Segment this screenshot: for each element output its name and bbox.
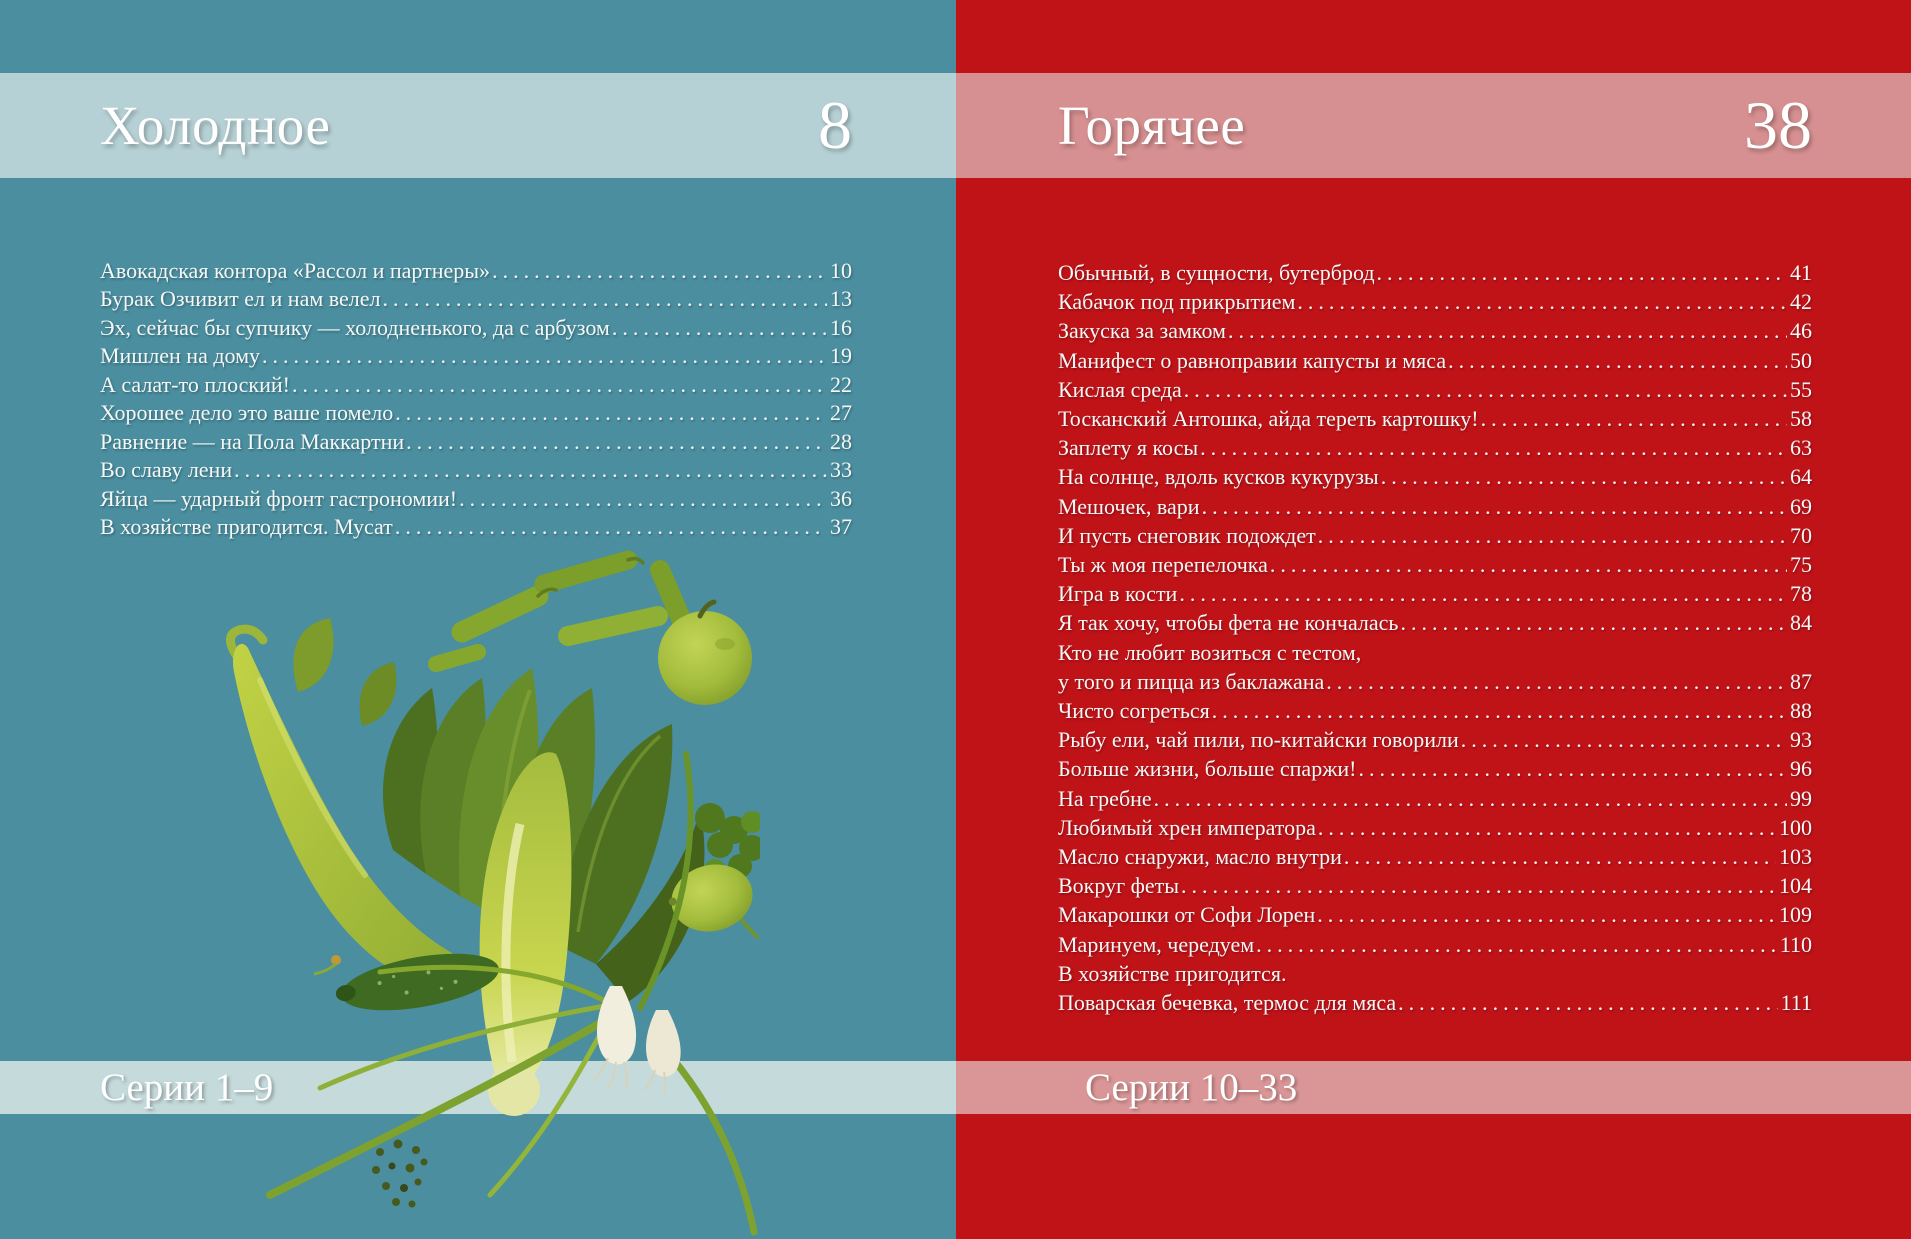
leader-dots [1179,579,1787,608]
entry-page: 88 [1790,698,1812,724]
leader-dots [1181,871,1776,900]
entry-title: Игра в кости [1058,581,1178,607]
entry-page: 96 [1790,756,1812,782]
entry-title: Обычный, в сущности, бутерброд [1058,260,1375,285]
toc-entry [1058,959,1812,988]
entry-title: И пусть снеговик подождет [1058,522,1316,548]
entry-title: Яйца — ударный фронт гастрономии! [100,485,458,511]
entry-title: Рыбу ели, чай пили, по-китайски говорили [1058,727,1459,753]
toc-entry [1058,346,1812,375]
toc-entry [1058,375,1812,404]
toc-entry [100,314,852,342]
toc-entry [1058,316,1812,345]
entry-page: 33 [830,457,852,483]
leader-dots [1326,667,1787,696]
entry-title: Чисто согреться [1058,698,1210,724]
leader-dots [395,513,827,541]
leader-dots [1212,696,1787,725]
leader-dots [262,342,827,370]
vegetables-illustration [140,540,760,1239]
leader-dots [406,428,827,456]
entry-page: 19 [830,343,852,369]
toc-entry [1058,608,1812,637]
toc-entry [1058,813,1812,842]
right-section-page-number: 38 [1744,87,1812,163]
entry-page: 42 [1790,289,1812,315]
leader-dots [1481,404,1787,433]
entry-page: 22 [830,371,852,397]
entry-page: 87 [1790,668,1812,694]
leader-dots [1270,550,1787,579]
leader-dots [1318,813,1776,842]
toc-entry [1058,871,1812,900]
entry-title: Эх, сейчас бы супчику — холодненького, да с арбузом [100,314,610,340]
entry-page: 109 [1779,902,1812,928]
leader-dots [492,257,827,285]
entry-title: В хозяйстве пригодится. Мусат [100,514,393,540]
entry-title: Авокадская контора «Рассол и партнеры» [100,258,491,283]
entry-title: Мишлен на дому [100,343,261,369]
leader-dots [1154,784,1787,813]
entry-title: Заплету я косы [1058,435,1199,461]
entry-title: Кто не любит возиться с тестом, [1058,639,1362,665]
entry-title: Поварская бечевка, термос для мяса [1058,990,1397,1016]
toc-entry [1058,930,1812,959]
entry-page: 75 [1790,552,1812,578]
leader-dots [459,485,827,513]
leader-dots [1398,988,1778,1017]
entry-page: 28 [830,428,852,454]
entry-title: у того и пицца из баклажана [1058,668,1325,694]
toc-entry [1058,900,1812,929]
entry-page: 10 [830,258,852,283]
toc-entry [1058,258,1812,287]
entry-page: 58 [1790,406,1812,432]
leader-dots [612,314,827,342]
entry-page: 110 [1779,931,1812,957]
toc-entry [1058,462,1812,491]
bay-leaves-icon [293,618,396,726]
entry-title: Равнение — на Пола Маккартни [100,428,405,454]
toc-entry [1058,287,1812,316]
entry-page: 93 [1790,727,1812,753]
entry-title: Манифест о равноправии капусты и мяса [1058,347,1447,373]
entry-page: 84 [1790,610,1812,636]
entry-title: Бурак Озчивит ел и нам велел [100,286,381,312]
left-section-page-number: 8 [818,87,852,163]
entry-page: 41 [1790,260,1812,285]
leader-dots [1228,316,1787,345]
entry-page: 55 [1790,376,1812,402]
right-section-title: Горячее [1058,95,1246,156]
entry-title: Хорошее дело это ваше помело [100,400,394,426]
entry-page: 111 [1780,990,1812,1016]
entry-page: 50 [1790,347,1812,373]
toc-entry [1058,579,1812,608]
toc-entry [100,285,852,313]
toc-entry [1058,696,1812,725]
pea-pods-icon [436,559,690,664]
entry-title: На гребне [1058,785,1152,811]
toc-entry [1058,433,1812,462]
entry-title: Тосканский Антошка, айда тереть картошку! [1058,406,1479,432]
left-series-label: Серии 1–9 [100,1066,274,1109]
entry-title: Больше жизни, больше спаржи! [1058,756,1357,782]
toc-entry [1058,492,1812,521]
leader-dots [1202,492,1787,521]
entry-title: Масло снаружи, масло внутри [1058,844,1342,870]
toc-entry [1058,725,1812,754]
entry-title: В хозяйстве пригодится. [1058,960,1287,986]
leader-dots [1461,725,1787,754]
entry-page: 36 [830,485,852,511]
entry-title: А салат-то плоский! [100,371,290,397]
entry-page: 104 [1779,873,1812,899]
entry-title: Вокруг феты [1058,873,1180,899]
toc-entry [100,428,852,456]
leader-dots [292,371,827,399]
entry-title: Во славу лени [100,457,233,483]
entry-page: 64 [1790,464,1812,490]
page-right [956,0,1911,1239]
leader-dots [1448,346,1787,375]
toc-entry [100,485,852,513]
entry-page: 37 [830,514,852,540]
entry-page: 16 [830,314,852,340]
entry-page: 100 [1779,814,1812,840]
entry-title: Ты ж моя перепелочка [1058,552,1268,578]
left-header-band [0,73,956,178]
toc-entry [1058,754,1812,783]
entry-page: 99 [1790,785,1812,811]
entry-title: Макарошки от Софи Лорен [1058,902,1316,928]
entry-page: 103 [1779,844,1812,870]
toc-entry [100,257,852,285]
leader-dots [395,399,827,427]
leader-dots [1359,754,1788,783]
entry-page: 69 [1790,493,1812,519]
entry-title: Кислая среда [1058,376,1182,402]
spice-seeds-icon [372,1140,428,1208]
entry-page: 78 [1790,581,1812,607]
toc-entry [1058,638,1812,667]
entry-title: Кабачок под прикрытием [1058,289,1296,315]
right-footer-band [956,1061,1911,1114]
entry-title: Маринуем, чередуем [1058,931,1255,957]
leader-dots [1184,375,1787,404]
entry-page: 70 [1790,522,1812,548]
toc-entry [1058,550,1812,579]
leader-dots [1297,287,1787,316]
entry-title: Мешочек, вари [1058,493,1200,519]
entry-title: Любимый хрен императора [1058,814,1316,840]
leader-dots [383,285,827,313]
toc-entry [100,399,852,427]
leader-dots [234,456,827,484]
right-header-band [956,73,1911,178]
toc-entry [100,456,852,484]
toc-entry [1058,521,1812,550]
entry-title: Закуска за замком [1058,318,1226,344]
left-section-title: Холодное [100,95,331,156]
entry-page: 13 [830,286,852,312]
toc-entry [1058,404,1812,433]
toc-entry [100,513,852,541]
toc-entry [1058,667,1812,696]
leader-dots [1377,258,1787,287]
leader-dots [1200,433,1787,462]
leader-dots [1256,930,1777,959]
toc-entry [100,371,852,399]
leader-dots [1400,608,1787,637]
right-series-label: Серии 10–33 [1085,1066,1298,1109]
leader-dots [1318,521,1787,550]
entry-title: Я так хочу, чтобы фета не кончалась [1058,610,1399,636]
entry-page: 27 [830,400,852,426]
entry-page: 63 [1790,435,1812,461]
left-toc-list [100,257,852,542]
right-toc-list [1058,258,1812,1017]
toc-entry [1058,988,1812,1017]
leader-dots [1381,462,1787,491]
toc-entry [1058,784,1812,813]
entry-page: 46 [1790,318,1812,344]
toc-entry [100,342,852,370]
entry-title: На солнце, вдоль кусков кукурузы [1058,464,1379,490]
leader-dots [1317,900,1776,929]
toc-entry [1058,842,1812,871]
leader-dots [1344,842,1776,871]
